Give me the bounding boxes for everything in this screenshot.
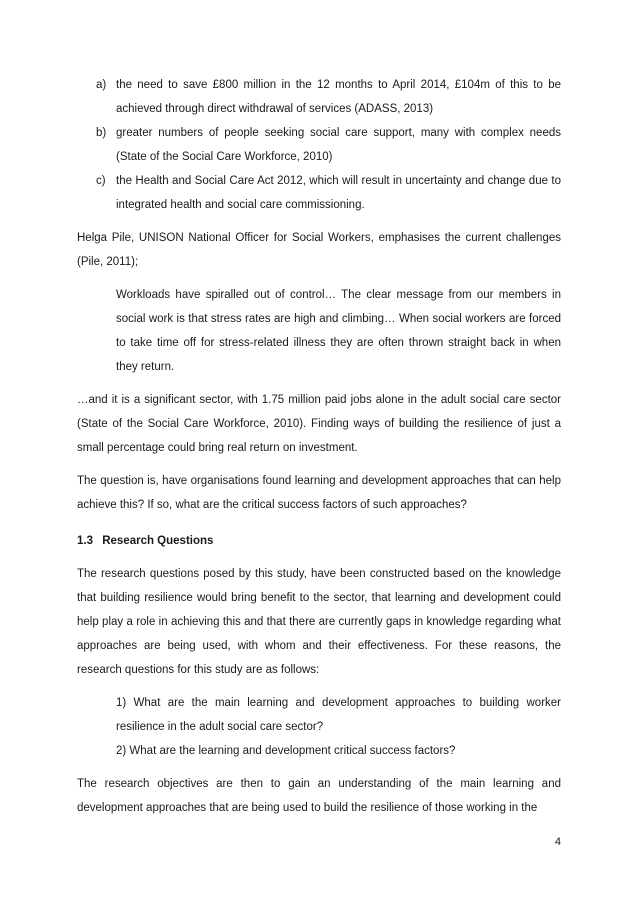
research-question: 2) What are the learning and development critical success factors? (116, 745, 456, 757)
list-item (96, 121, 561, 169)
research-paragraph: The research questions posed by this study, have been constructed based on the knowledge that building resilience would bring benefit to the sector, that learning and development could help play a role in achieving this and that there are currently gaps in knowledge regarding what approaches are being used, with whom and their effectiveness. For these reasons, the research questions for this study are as follows: (77, 568, 561, 676)
objectives-paragraph: The research objectives are then to gain an understanding of the main learning and development approaches that are being used to build the resilience of those working in the (77, 778, 561, 814)
list-marker: c) (96, 175, 106, 187)
block-quote: Workloads have spiralled out of control… The clear message from our members in social work is that stress rates are high and climbing… When social workers are forced to take time off for stress-related illness they are often thrown straight back in when they return. (116, 289, 561, 373)
page-number: 4 (554, 836, 561, 848)
intro-quote-paragraph: Helga Pile, UNISON National Officer for Social Workers, emphasises the current challenges (Pile, 2011); (77, 232, 561, 268)
list-item (96, 73, 561, 121)
list-item-text: the Health and Social Care Act 2012, which will result in uncertainty and change due to integrated health and social care commissioning. (116, 175, 561, 211)
section-title: Research Questions (102, 535, 214, 547)
sector-paragraph: …and it is a significant sector, with 1.75 million paid jobs alone in the adult social care sector (State of the Social Care Workforce, 2010). Finding ways of building the resilience of just a small percentage could bring real return on investment. (77, 394, 561, 454)
research-question: 1) What are the main learning and development approaches to building worker resilience in the adult social care sector? (116, 697, 561, 733)
list-marker: a) (96, 79, 107, 91)
list-marker: b) (96, 127, 107, 139)
list-item (96, 169, 561, 217)
section-number: 1.3 (77, 535, 93, 547)
list-item-text: the need to save £800 million in the 12 months to April 2014, £104m of this to be achieved through direct withdrawal of services (ADASS, 2013) (116, 79, 561, 115)
question-paragraph: The question is, have organisations found learning and development approaches that can help achieve this? If so, what are the critical success factors of such approaches? (77, 475, 561, 511)
section-heading (77, 529, 213, 553)
list-item-text: greater numbers of people seeking social care support, many with complex needs (State of the Social Care Workforce, 2010) (116, 127, 561, 163)
